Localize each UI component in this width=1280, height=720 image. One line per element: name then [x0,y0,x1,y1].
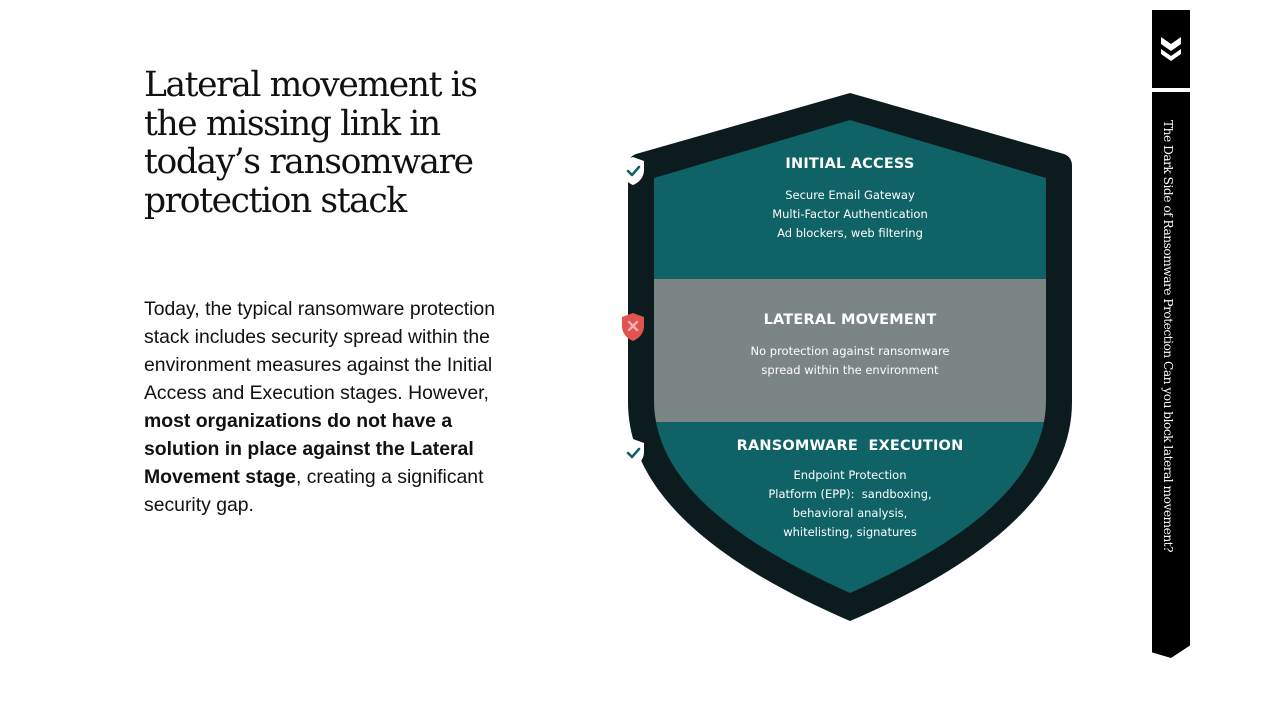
section-title: LATERAL MOVEMENT [763,312,937,328]
title-line: the missing link in [144,103,440,144]
section-line: Multi-Factor Authentication [772,207,928,221]
shield-alert-icon [620,312,646,342]
section-line: Ad blockers, web filtering [777,226,923,240]
protection-shield [620,88,1080,628]
section-line: No protection against ransomware [750,344,950,358]
section-title: INITIAL ACCESS [785,156,915,172]
section-line: behavioral analysis, [792,506,908,520]
body-bold-line: Movement stage [144,466,296,488]
page-title [144,66,564,220]
sidebar-logo[interactable] [1152,10,1190,88]
section-lateral-movement [620,312,1080,380]
sidebar-document-title: The Dark Side of Ransomware Protection Can you block lateral movement? [1161,120,1175,553]
title-line: today’s ransomware [144,142,473,182]
title-line: protection stack [144,180,406,221]
section-line: Platform (EPP): sandboxing, [768,487,932,501]
double-chevron-down-icon [1160,36,1182,62]
body-bold-line: most organizations do not have a [144,410,453,432]
section-line: Secure Email Gateway [785,188,915,202]
body-paragraph [144,295,524,519]
body-line: environment measures against the Initial [144,354,493,376]
section-line: whitelisting, signatures [783,525,917,539]
section-initial-access [620,156,1080,243]
section-line: Endpoint Protection [793,468,907,482]
section-ransomware-execution [620,438,1080,542]
title-line: Lateral movement is [144,65,477,105]
section-line: spread within the environment [761,363,939,377]
body-bold-line: solution in place against the Lateral [144,438,474,460]
body-line: , creating a significant [295,466,484,488]
body-line: security gap. [144,494,254,516]
sidebar [1152,10,1190,658]
body-line: Access and Execution stages. However, [144,382,489,404]
body-line: Today, the typical ransomware protection [144,298,495,320]
shield-check-icon [620,438,646,468]
body-line: stack includes security spread within the [144,326,490,348]
shield-check-icon [620,156,646,186]
section-title: RANSOMWARE EXECUTION [736,438,964,454]
